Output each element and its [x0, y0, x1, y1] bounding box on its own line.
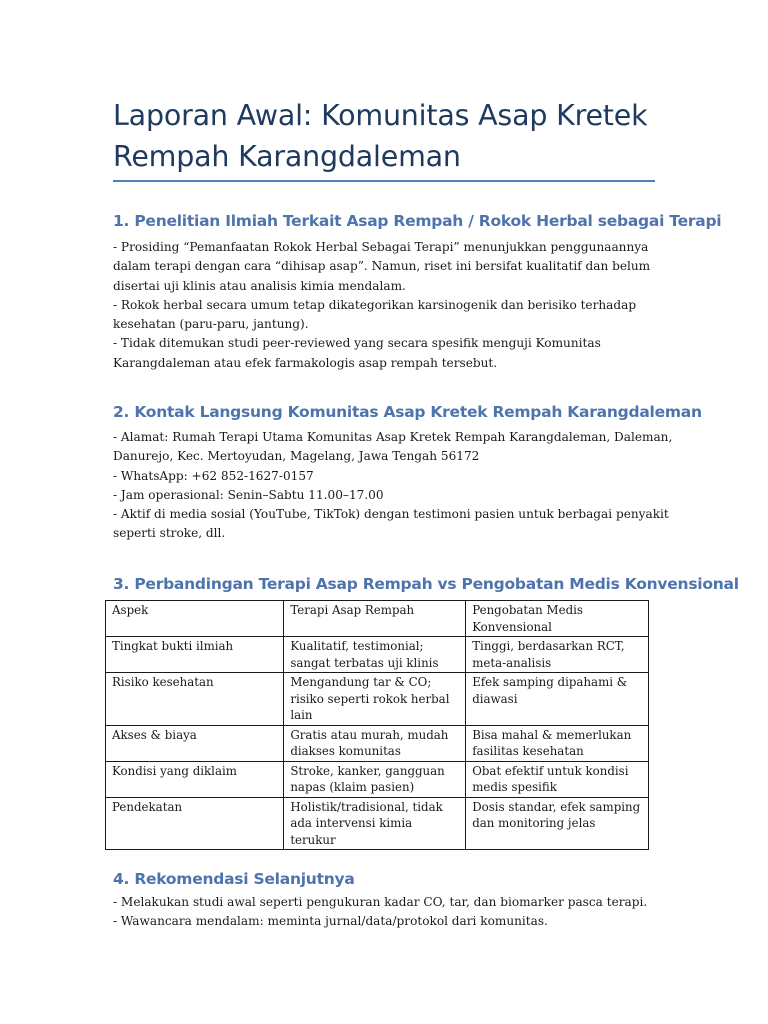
section-1-line: - Prosiding “Pemanfaatan Rokok Herbal Sebagai Terapi” menunjukkan penggunaannya: [113, 240, 649, 254]
table-cell: [106, 725, 284, 761]
table-cell: [466, 725, 649, 761]
table-cell: [284, 725, 466, 761]
section-3-heading: 3. Perbandingan Terapi Asap Rempah vs Pengobatan Medis Konvensional: [113, 575, 739, 593]
cell-text: Kondisi yang diklaim: [112, 763, 237, 778]
cell-text: Efek samping dipahami &: [472, 675, 628, 689]
table-row: [106, 637, 649, 673]
section-4-line: - Wawancara mendalam: meminta jurnal/data/protokol dari komunitas.: [113, 914, 548, 929]
cell-text: Terapi Asap Rempah: [290, 603, 415, 617]
table-cell: [466, 797, 649, 850]
section-2-heading: 2. Kontak Langsung Komunitas Asap Kretek Rempah Karangdaleman: [113, 403, 702, 421]
cell-text: Gratis atau murah, mudah: [290, 727, 449, 742]
table-cell: [106, 797, 284, 850]
table-cell: [466, 673, 649, 726]
table-row: [106, 761, 649, 797]
table-cell: [284, 673, 466, 726]
table-cell: [284, 797, 466, 850]
cell-text: medis spesifik: [472, 780, 557, 794]
table-cell: [466, 637, 649, 673]
cell-text: napas (klaim pasien): [290, 780, 415, 794]
comparison-table: [105, 600, 649, 850]
section-1-line: - Tidak ditemukan studi peer-reviewed yang secara spesifik menguji Komunitas: [113, 336, 601, 351]
section-1-line: disertai uji klinis atau analisis kimia mendalam.: [113, 278, 406, 293]
section-1-line: dalam terapi dengan cara “dihisap asap”. Namun, riset ini bersifat kualitatif dan belum: [113, 259, 651, 274]
section-2-line: - Alamat: Rumah Terapi Utama Komunitas Asap Kretek Rempah Karangdaleman, Daleman,: [113, 430, 673, 444]
cell-text: Akses & biaya: [112, 727, 197, 742]
title-line-2: Rempah Karangdaleman: [113, 140, 461, 173]
section-2-line: Danurejo, Kec. Mertoyudan, Magelang, Jawa Tengah 56172: [113, 449, 480, 464]
cell-text: Obat efektif untuk kondisi: [472, 763, 629, 778]
section-2-line: - Jam operasional: Senin–Sabtu 11.00–17.00: [113, 487, 384, 502]
cell-text: diakses komunitas: [290, 744, 401, 758]
table-row: [106, 725, 649, 761]
cell-text: Dosis standar, efek samping: [472, 799, 641, 814]
section-1-line: kesehatan (paru-paru, jantung).: [113, 317, 309, 332]
cell-text: Stroke, kanker, gangguan: [290, 763, 445, 778]
cell-text: fasilitas kesehatan: [472, 744, 584, 758]
cell-text: Tingkat bukti ilmiah: [112, 639, 234, 653]
section-4-body: [113, 893, 658, 932]
section-2-body: [113, 428, 673, 544]
table-cell: [284, 637, 466, 673]
cell-text: dan monitoring jelas: [472, 816, 596, 830]
table-cell: [284, 761, 466, 797]
section-4-heading: 4. Rekomendasi Selanjutnya: [113, 870, 355, 888]
section-1-line: Karangdaleman atau efek farmakologis asap rempah tersebut.: [113, 355, 498, 370]
document-title: [113, 95, 673, 177]
title-underline-divider: [113, 180, 655, 182]
title-line-1: Laporan Awal: Komunitas Asap Kretek: [113, 99, 648, 132]
table-cell: [284, 601, 466, 637]
cell-text: Tinggi, berdasarkan RCT,: [472, 639, 625, 653]
table-row: [106, 673, 649, 726]
cell-text: Risiko kesehatan: [112, 675, 214, 689]
table-cell: [106, 761, 284, 797]
section-2-line: - WhatsApp: +62 852-1627-0157: [113, 468, 314, 483]
cell-text: meta-analisis: [472, 655, 552, 670]
cell-text: sangat terbatas uji klinis: [290, 655, 439, 670]
cell-text: Holistik/tradisional, tidak: [290, 799, 443, 814]
section-4-line: - Melakukan studi awal seperti pengukuran kadar CO, tar, dan biomarker pasca terapi.: [113, 895, 648, 909]
cell-text: Pengobatan Medis: [472, 603, 583, 617]
section-1-body: [113, 238, 658, 373]
table-cell: [106, 637, 284, 673]
cell-text: risiko seperti rokok herbal: [290, 691, 450, 706]
cell-text: Kualitatif, testimonial;: [290, 639, 424, 653]
cell-text: Mengandung tar & CO;: [290, 675, 432, 689]
section-1-line: - Rokok herbal secara umum tetap dikategorikan karsinogenik dan berisiko terhadap: [113, 297, 637, 312]
cell-text: Bisa mahal & memerlukan: [472, 727, 632, 742]
table-row: [106, 601, 649, 637]
section-2-line: seperti stroke, dll.: [113, 526, 226, 541]
cell-text: lain: [290, 708, 313, 722]
cell-text: Aspek: [112, 603, 149, 617]
section-2-line: - Aktif di media sosial (YouTube, TikTok) dengan testimoni pasien untuk berbagai penyakit: [113, 507, 669, 522]
table-cell: [106, 601, 284, 637]
table-row: [106, 797, 649, 850]
cell-text: ada intervensi kimia: [290, 816, 413, 830]
table-cell: [106, 673, 284, 726]
section-1-heading: 1. Penelitian Ilmiah Terkait Asap Rempah / Rokok Herbal sebagai Terapi: [113, 212, 722, 230]
cell-text: terukur: [290, 832, 336, 847]
cell-text: Konvensional: [472, 619, 552, 634]
table-cell: [466, 601, 649, 637]
cell-text: Pendekatan: [112, 799, 183, 814]
table-cell: [466, 761, 649, 797]
cell-text: diawasi: [472, 691, 518, 706]
